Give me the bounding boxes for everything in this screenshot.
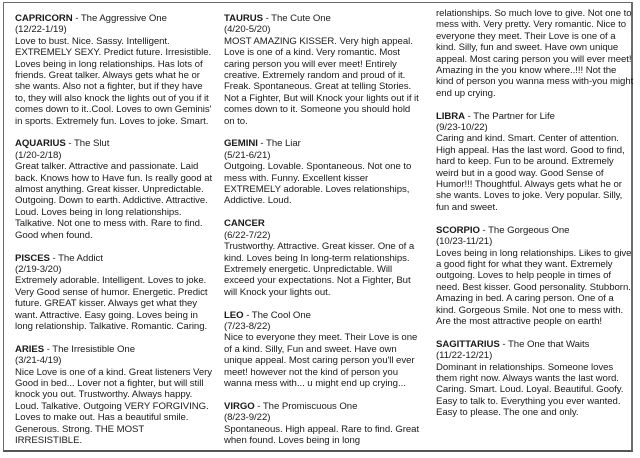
sign-entry-virgo [224, 401, 420, 447]
sign-nickname: - The One that Waits [499, 338, 590, 350]
column-1 [15, 13, 213, 458]
sign-entry-sagittarius [436, 339, 634, 419]
sign-dates: (3/21-4/19) [15, 355, 62, 367]
sign-name: SAGITTARIUS [436, 338, 500, 350]
sign-name: PISCES [15, 252, 50, 264]
sign-description-continued: relationships. So much love to give. Not one to mess with. Very pretty. Very romantic. Nice to everyone they meet. Their Love is one of a kind. Silly, fun and sweet. Have own unique appeal. Most caring person you will ever meet! Amazing in the you know where..!!! Not the kind of person you wanna mess with-you might end up crying. [436, 8, 634, 99]
sign-nickname: - The Partner for Life [465, 110, 555, 122]
sign-dates: (10/23-11/21) [436, 236, 493, 248]
sign-entry-taurus [224, 13, 420, 127]
sign-description: Great talker. Attractive and passionate. Laid back. Knows how to Have fun. Is really good at almost anything. Great kisser. Unpredictable. Outgoing. Down to earth. Addictive. Attractive. Loud. Loves being in long relationships. Talkative. Not one to mess with. Rare to find. Good when found. [15, 161, 213, 241]
sign-description: Nice to everyone they meet. Their Love is one of a kind. Silly, Fun and sweet. Have own unique appeal. Most caring person you'll ever meet! however not the kind of person you wanna mess with... u might end up crying... [224, 332, 418, 389]
document-page [3, 2, 633, 452]
virgo-continuation [436, 8, 634, 99]
sign-name: TAURUS [224, 13, 263, 24]
sign-dates: (9/23-10/22) [436, 122, 488, 134]
sign-description: MOST AMAZING KISSER. Very high appeal. Love is one of a kind. Very romantic. Most caring person you will ever meet! Entirely creative. Extremely random and proud of it. Freak. Spontaneous. Great at telling Stories. Not a Fighter, But will Knock your lights out if it comes down to it. Someone you should hold on to. [224, 35, 419, 127]
sign-description: Trustworthy. Attractive. Great kisser. One of a kind. Loves being In long-term relationships. Extremely energetic. Unpredictable. Will exceed your expectations. Not a Fighter, But will Knock your lights out. [224, 241, 415, 298]
sign-description: Loves being in long relationships. Likes to give a good fight for what they want. Extremely outgoing. Loves to help people in times of need. Best kisser. Good personality. Stubborn. Amazing in bed. A caring person. One of a kind. Gorgeous Smile. Not one to mess with. Are the most attractive people on earth! [436, 247, 632, 327]
sign-nickname: - The Liar [257, 138, 301, 150]
sign-name: LIBRA [436, 110, 466, 122]
sign-entry-aquarius [15, 138, 213, 241]
sign-description: Nice Love is one of a kind. Great listeners Very Good in bed... Lover not a fighter, but will still knock you out. Trustworthy. Always happy. Loud. Talkative. Outgoing VERY FORGIVING. Loves to make out. Has a beautiful smile. Generous. Strong. THE MOST IRRESISTIBLE. [15, 366, 213, 446]
sign-description: Love to bust. Nice. Sassy. Intelligent. EXTREMELY SEXY. Predict future. Irresistible. Loves being in long relationships. Has lots of friends. Great talker. Always gets what he or she wants. Also not a fighter, but if they have to, they will also knock the lights out of you if it comes down to it..Cool. Loves to own Geminis' in sports. Extremely fun. Loves to joke. Smart. [15, 35, 212, 127]
sign-nickname: - The Cool One [243, 309, 311, 321]
sign-dates: (7/23-8/22) [224, 320, 271, 332]
sign-nickname: - The Cute One [262, 13, 331, 24]
sign-name: CAPRICORN [15, 13, 73, 24]
sign-entry-capricorn [15, 13, 213, 127]
sign-dates: (1/20-2/18) [15, 149, 62, 161]
sign-entry-libra [436, 111, 634, 214]
sign-dates: (6/22-7/22) [224, 229, 271, 241]
sign-name: LEO [224, 309, 244, 321]
sign-dates: (4/20-5/20) [224, 24, 271, 36]
sign-name: VIRGO [224, 400, 255, 412]
sign-dates: (11/22-12/21) [436, 350, 493, 362]
sign-nickname: - The Gorgeous One [479, 224, 570, 236]
sign-description: Extremely adorable. Intelligent. Loves to joke. Very Good sense of humor. Energetic. Predict future. GREAT kisser. Always get what they want. Attractive. Easy going. Loves being in long relationship. Talkative. Romantic. Caring. [15, 275, 208, 332]
sign-description: Dominant in relationships. Someone loves them right now. Always wants the last word. Caring. Smart. Loud. Loyal. Beautiful. Goofy. Easy to talk to. Everything you ever wanted. Easy to please. The one and only. [436, 361, 624, 419]
sign-description: Spontaneous. High appeal. Rare to find. Great when found. Loves being in long [224, 423, 420, 446]
sign-description: Outgoing. Lovable. Spontaneous. Not one to mess with. Funny. Excellent kisser EXTREMELY adorable. Loves relationships, Addictive. Loud. [224, 161, 412, 207]
sign-nickname: - The Addict [49, 252, 103, 264]
sign-entry-pisces [15, 253, 213, 333]
sign-nickname: - The Slut [65, 138, 110, 150]
sign-name: ARIES [15, 343, 45, 355]
sign-entry-cancer [224, 218, 420, 298]
sign-name: GEMINI [224, 138, 258, 150]
sign-nickname: - The Aggressive One [72, 13, 167, 24]
sign-dates: (12/22-1/19) [15, 24, 67, 36]
sign-description: Caring and kind. Smart. Center of attention. High appeal. Has the last word. Good to find, hard to keep. Fun to be around. Extremely weird but in a good way. Good Sense of Humor!!! Thoughtful. Always gets what he or she wants. Loves to joke. Very popular. Silly, fun and sweet. [436, 133, 625, 213]
sign-dates: (2/19-3/20) [15, 263, 62, 275]
sign-dates: (5/21-6/21) [224, 149, 271, 161]
column-3 [436, 8, 634, 430]
sign-nickname: - The Promiscuous One [254, 400, 358, 412]
sign-name: AQUARIUS [15, 138, 66, 150]
sign-name: SCORPIO [436, 224, 480, 236]
sign-dates: (8/23-9/22) [224, 412, 271, 424]
sign-entry-scorpio [436, 225, 634, 328]
sign-name: CANCER [224, 218, 265, 230]
column-2 [224, 13, 420, 458]
sign-nickname: - The Irresistible One [44, 343, 135, 355]
sign-entry-aries [15, 344, 213, 447]
sign-entry-leo [224, 310, 420, 390]
sign-entry-gemini [224, 138, 420, 206]
